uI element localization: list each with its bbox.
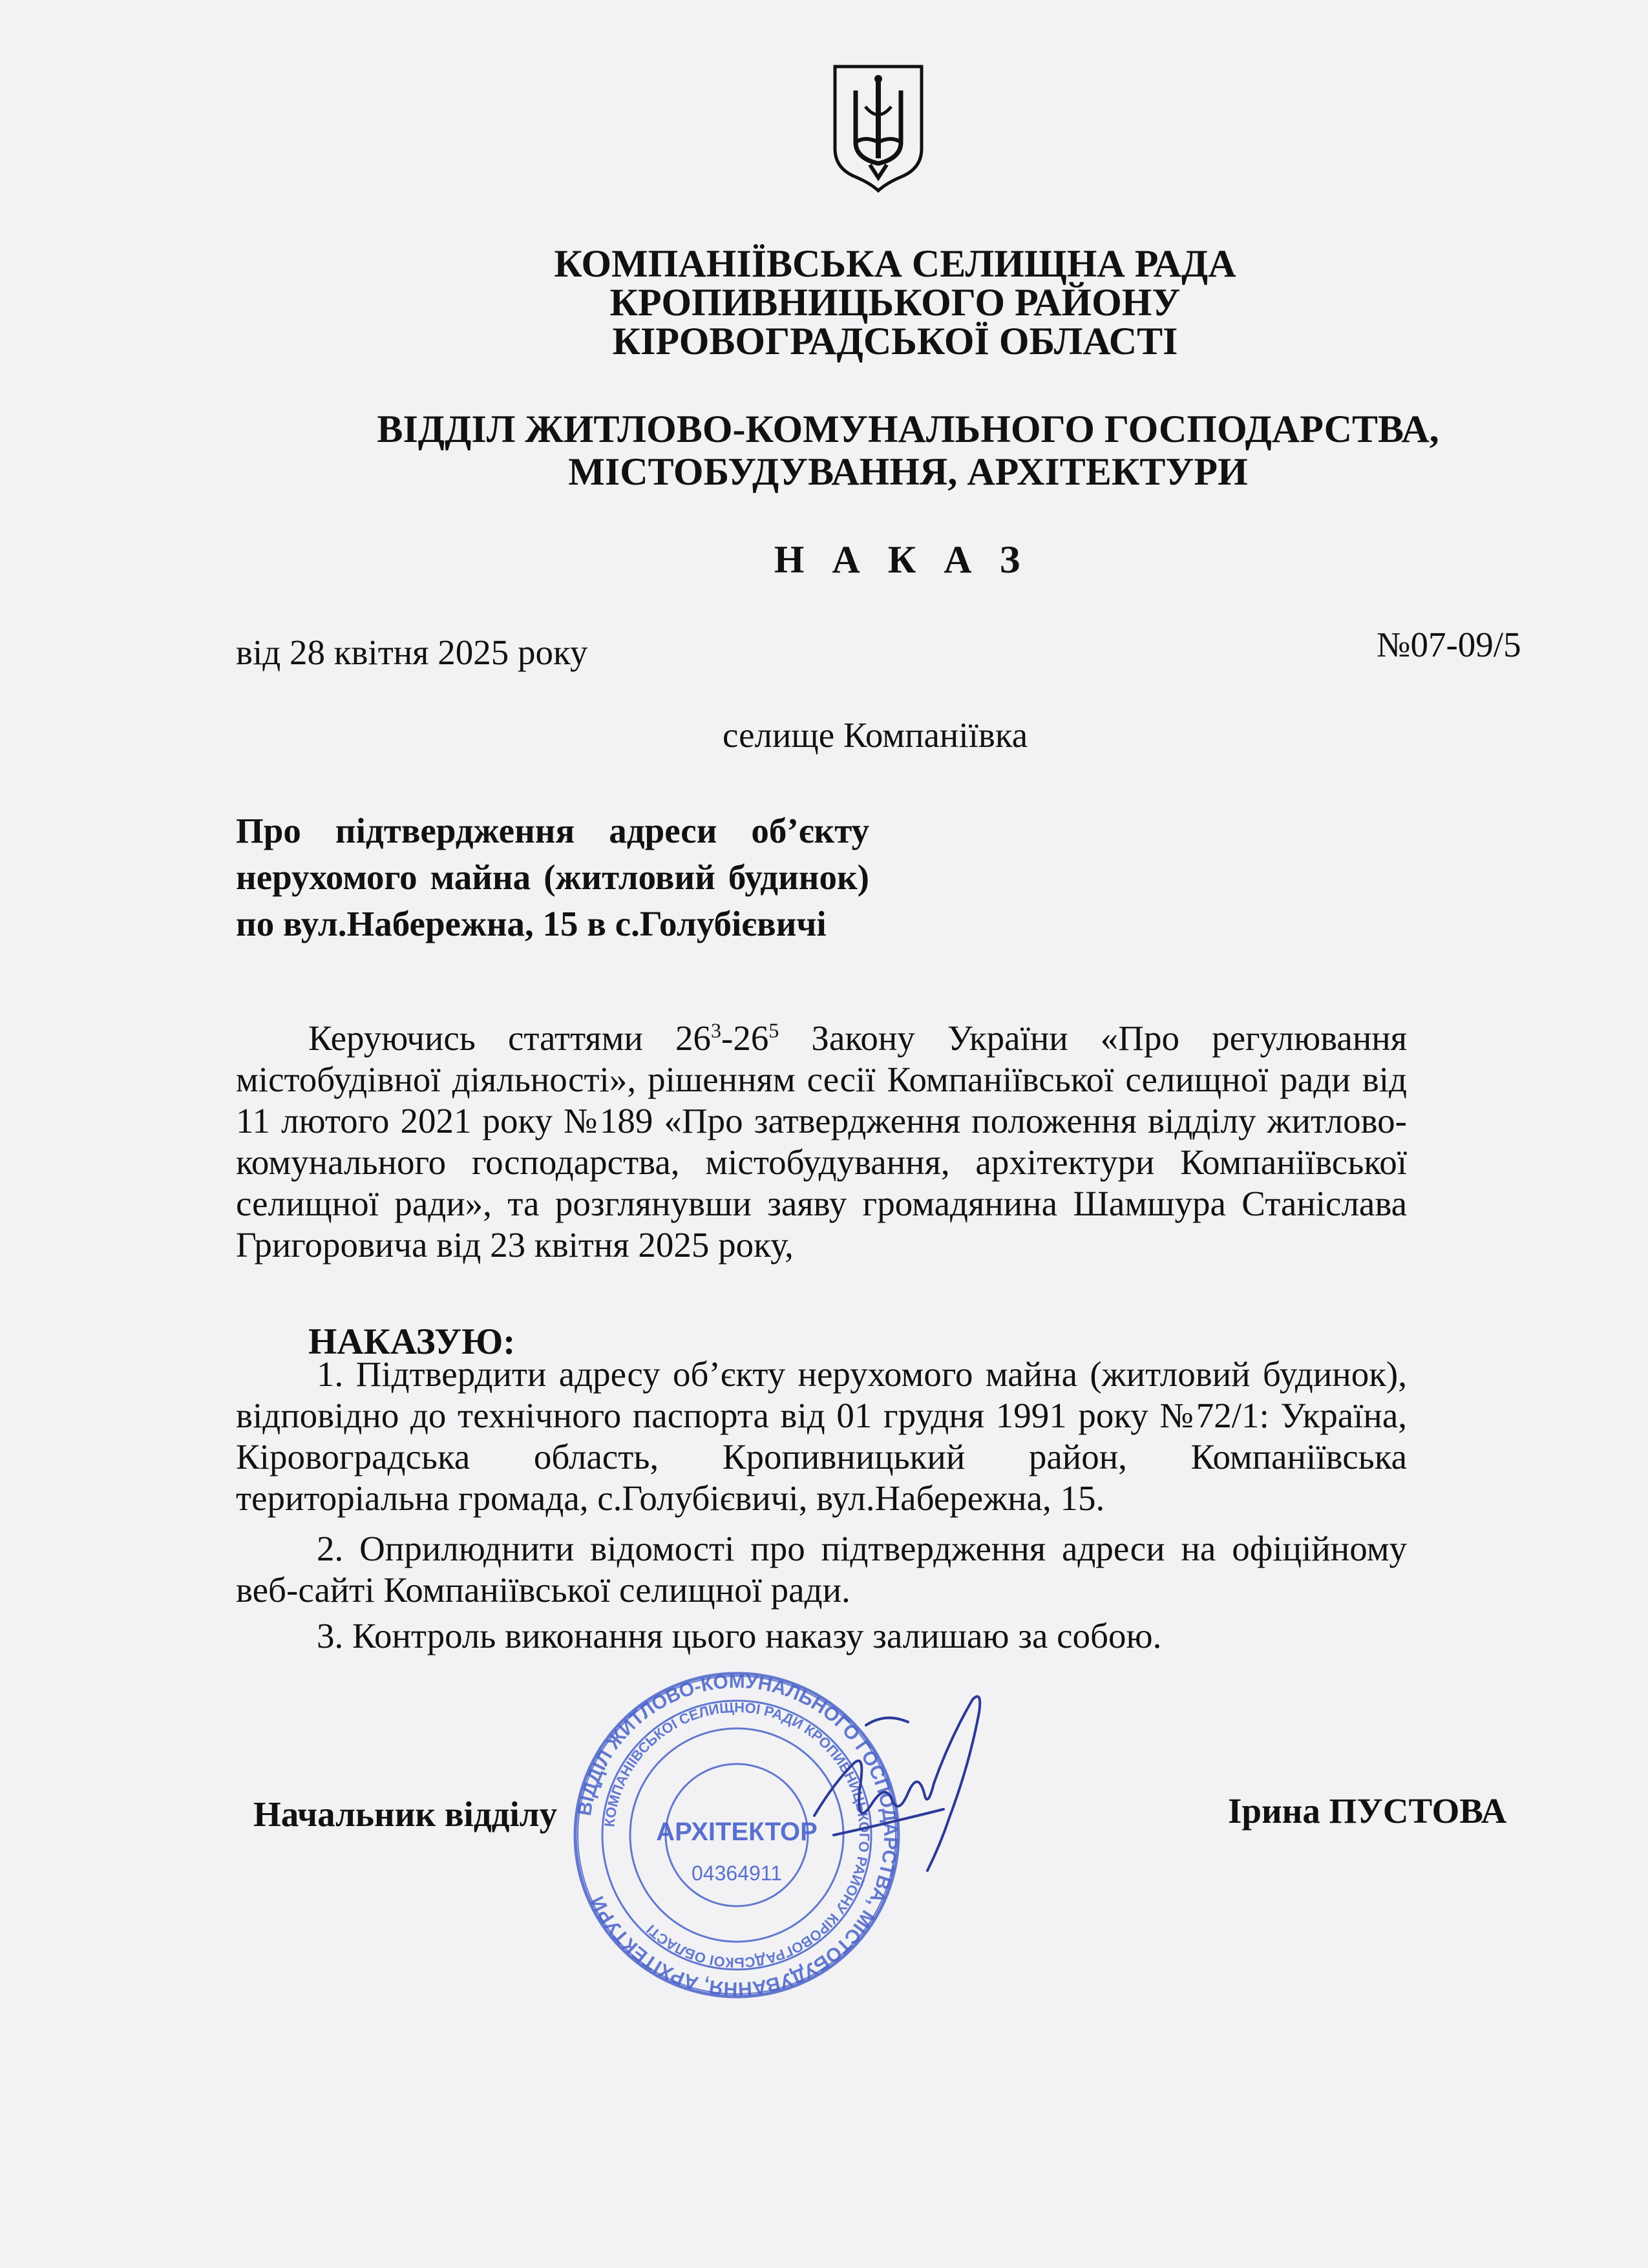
department-name-line-2: МІСТОБУДУВАННЯ, АРХІТЕКТУРИ (568, 450, 1248, 493)
superscript-1: 3 (711, 1018, 722, 1042)
document-date: від 28 квітня 2025 року (236, 633, 588, 672)
preamble-paragraph (236, 1018, 1407, 1266)
order-heading: НАКАЗУЮ: (308, 1321, 516, 1362)
preamble-text-end: Закону України «Про регулювання містобудівної діяльності», рішенням сесії Компаніївської селищної ради від 11 лютого 2021 року №189 «Про затвердження положення відділу житлово-комунального господарства, містобудування, архітектури Компаніївської селищної ради», та розглянувши заяву громадянина Шамшура Станіслава Григоровича від 23 квітня 2025 року, (236, 1018, 1407, 1265)
organization-name-line-3: КІРОВОГРАДСЬКОЇ ОБЛАСТІ (612, 320, 1178, 362)
preamble-text-start: Керуючись статтями 26 (308, 1018, 712, 1058)
stamp-code: 04364911 (692, 1862, 782, 1885)
stamp-outer-text: ВІДДІЛ ЖИТЛОВО-КОМУНАЛЬНОГО ГОСПОДАРСТВА, МІСТОБУДУВАННЯ, АРХІТЕКТУРИ (573, 1670, 902, 2000)
signatory-name: Ірина ПУСТОВА (1228, 1791, 1507, 1831)
coat-of-arms-icon (830, 61, 927, 194)
order-item-2: 2. Оприлюднити відомості про підтвердження адреси на офіційному веб-сайті Компаніївської селищної ради. (236, 1529, 1407, 1610)
organization-name-line-2: КРОПИВНИЦЬКОГО РАЙОНУ (609, 281, 1181, 324)
handwritten-signature (795, 1686, 1015, 1874)
stamp-center-text: АРХІТЕКТОР (656, 1818, 818, 1846)
preamble-dash: -26 (721, 1018, 769, 1058)
order-item-3: 3. Контроль виконання цього наказу залишаю за собою. (317, 1616, 1162, 1655)
signatory-position: Начальник відділу (253, 1794, 558, 1834)
stamp-inner-text: КОМПАНІЇВСЬКОЇ СЕЛИЩНОЇ РАДИ КРОПИВНИЦЬКОГО РАЙОНУ КІРОВОГРАДСЬКОЇ ОБЛАСТІ (601, 1699, 873, 1971)
document-subject: Про підтвердження адреси об’єкту нерухомого майна (житловий будинок) по вул.Набережна, 15 в с.Голубієвичі (236, 811, 869, 943)
document-place: селище Компаніївка (723, 715, 1028, 755)
superscript-2: 5 (768, 1018, 779, 1042)
organization-name-line-1: КОМПАНІЇВСЬКА СЕЛИЩНА РАДА (554, 242, 1236, 285)
department-name-line-1: ВІДДІЛ ЖИТЛОВО-КОМУНАЛЬНОГО ГОСПОДАРСТВА, (377, 408, 1439, 450)
order-item-1: 1. Підтвердити адресу об’єкту нерухомого майна (житловий будинок), відповідно до технічного паспорта від 01 грудня 1991 року №72/1: Україна, Кіровоградська область, Кропивницький район, Компаніївська територіальна громада, с.Голубієвичі, вул.Набережна, 15. (236, 1354, 1407, 1518)
document-number: №07-09/5 (1377, 625, 1521, 664)
document-type-title: Н А К А З (774, 538, 1030, 581)
